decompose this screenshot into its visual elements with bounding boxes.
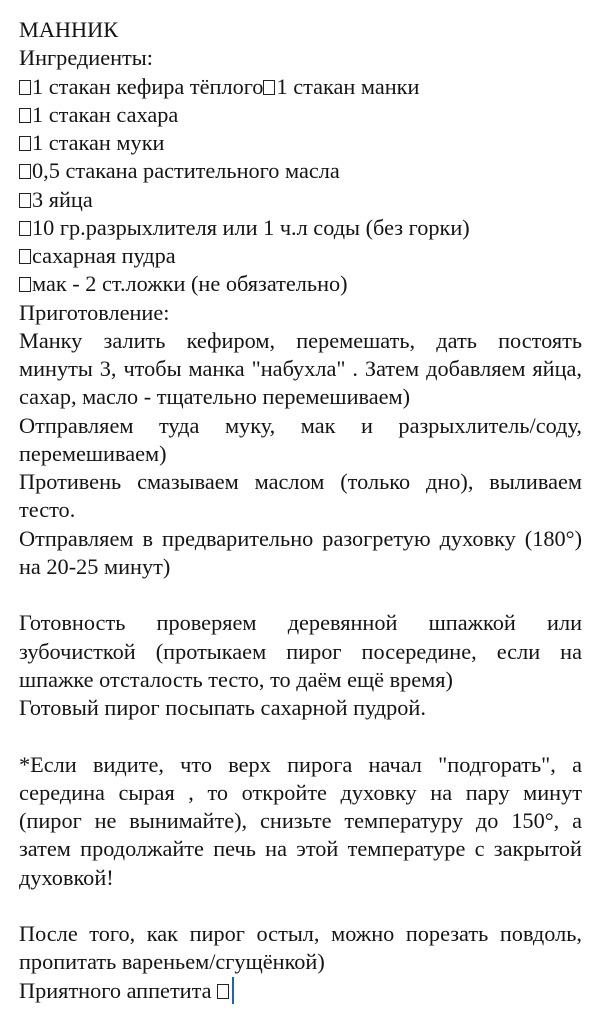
checkbox-placeholder-icon (19, 136, 31, 151)
ingredient-row (19, 214, 582, 242)
after-cooling-paragraph: После того, как пирог остыл, можно порезать повдоль, пропитать вареньем/сгущёнкой) (19, 921, 582, 975)
ingredient-eggs: 3 яйца (32, 186, 93, 212)
preparation-heading: Приготовление: (19, 299, 170, 325)
checkbox-placeholder-icon (263, 80, 275, 95)
readiness-paragraph: Готовность проверяем деревянной шпажкой или зубочисткой (протыкаем пирог посередине, если на шпажке отсталость тесто, то даём ещё время) (19, 610, 582, 692)
ingredient-poppy: мак - 2 ст.ложки (не обязательно) (32, 271, 348, 297)
checkbox-placeholder-icon (19, 164, 31, 179)
ingredient-semolina: 1 стакан манки (276, 73, 420, 99)
blank-line (19, 581, 582, 609)
checkbox-placeholder-icon (217, 984, 229, 999)
step-4: Отправляем в предварительно разогретую духовку (180°) на 20-25 минут) (19, 525, 582, 579)
ingredient-flour: 1 стакан муки (32, 130, 165, 155)
ingredient-sugar: 1 стакан сахара (32, 101, 179, 127)
document-body[interactable] (19, 16, 582, 1005)
ingredients-heading: Ингредиенты: (19, 45, 153, 71)
blank-line (19, 892, 582, 920)
ingredient-row (19, 186, 582, 214)
ingredient-row (19, 101, 582, 129)
ingredient-kefir: 1 стакан кефира тёплого (32, 73, 264, 99)
ingredient-row (19, 157, 582, 185)
text-cursor (232, 977, 234, 1004)
ingredient-oil: 0,5 стакана растительного масла (32, 158, 340, 184)
ingredient-row (19, 242, 582, 270)
serving-paragraph: Готовый пирог посыпать сахарной пудрой. (19, 695, 426, 720)
checkbox-placeholder-icon (19, 277, 31, 292)
checkbox-placeholder-icon (19, 193, 31, 208)
closing-line (19, 977, 582, 1005)
checkbox-placeholder-icon (19, 80, 31, 95)
tip-paragraph: *Если видите, что верх пирога начал "подгорать", а середина сырая , то откройте духовку на пару минут (пирог не вынимайте), снизьте температуру до 150°, а затем продолжайте печь на этой температуре с закрытой духовкой! (19, 751, 582, 890)
ingredient-baking-powder: 10 гр.разрыхлителя или 1 ч.л соды (без горки) (32, 214, 470, 240)
ingredient-row (19, 270, 582, 298)
step-2: Отправляем туда муку, мак и разрыхлитель/соду, перемешиваем) (19, 412, 582, 466)
ingredient-row (19, 129, 582, 157)
ingredient-powdered-sugar: сахарная пудра (32, 243, 176, 268)
checkbox-placeholder-icon (19, 221, 31, 236)
closing-text: Приятного аппетита (19, 977, 212, 1003)
checkbox-placeholder-icon (19, 249, 31, 264)
step-1: Манку залить кефиром, перемешать, дать постоять минуты 3, чтобы манка "набухла" . Затем добавляем яйца, сахар, масло - тщательно перемешиваем) (19, 327, 582, 410)
checkbox-placeholder-icon (19, 108, 31, 123)
recipe-title: МАННИК (19, 17, 119, 42)
blank-line (19, 722, 582, 750)
ingredient-row (19, 73, 582, 101)
step-3: Противень смазываем маслом (только дно), выливаем тесто. (19, 469, 582, 523)
